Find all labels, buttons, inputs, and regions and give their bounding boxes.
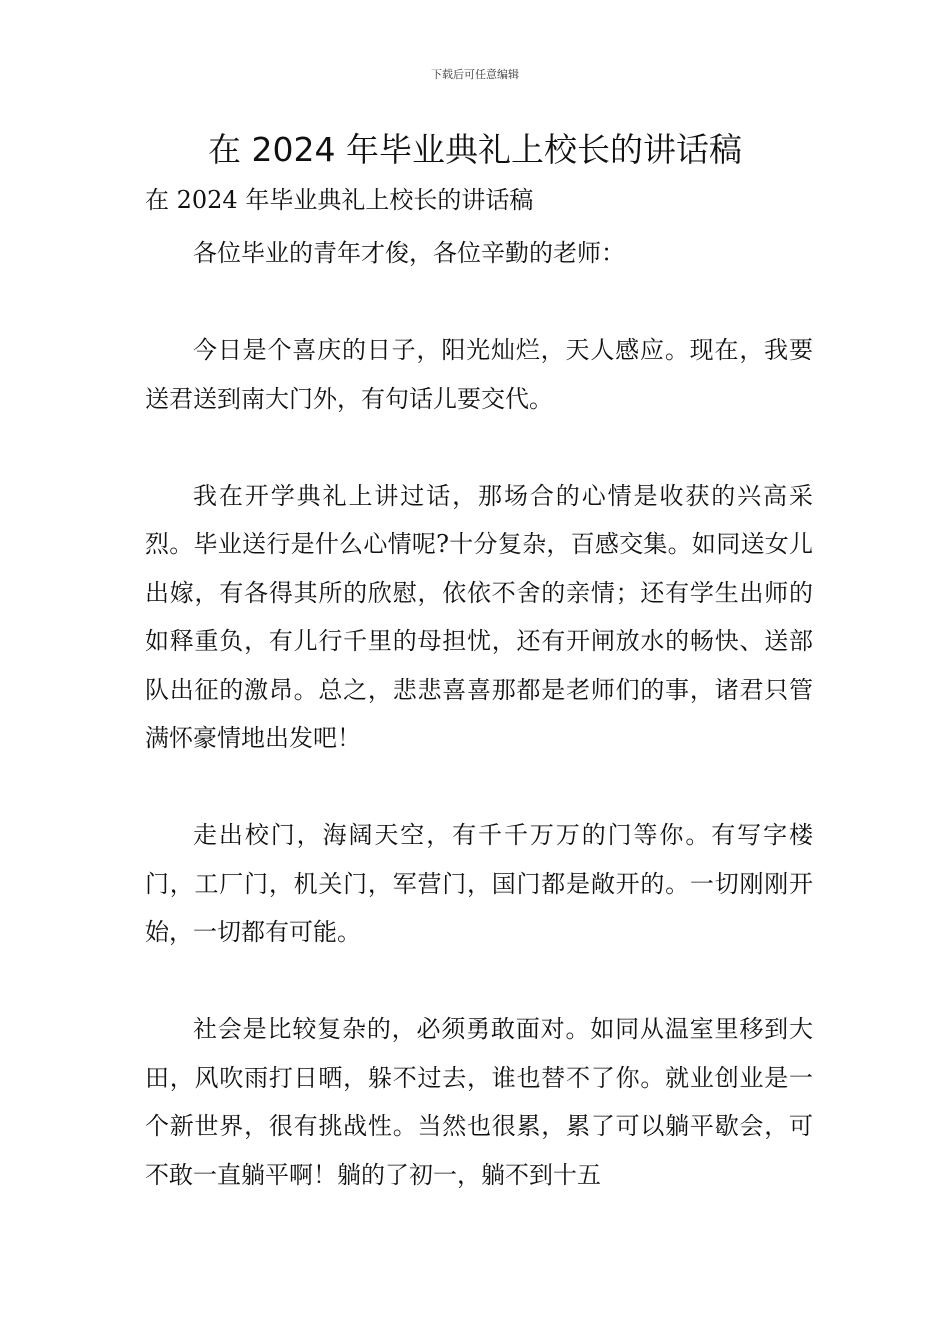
- document-title: 在 2024 年毕业典礼上校长的讲话稿: [208, 130, 742, 169]
- paragraph-4: 社会是比较复杂的，必须勇敢面对。如同从温室里移到大田，风吹雨打日晒，躲不过去，谁也替不了你。就业创业是一个新世界，很有挑战性。当然也很累，累了可以躺平歇会，可不敢一直躺平啊！躺的了初一，躺不到十五: [145, 1015, 813, 1189]
- document-subtitle: 在 2024 年毕业典礼上校长的讲话稿: [145, 186, 534, 214]
- paragraph-spacer: [145, 278, 813, 327]
- paragraph-spacer: [145, 763, 813, 812]
- header-note: 下载后可任意编辑: [431, 68, 519, 81]
- paragraph-1: 今日是个喜庆的日子，阳光灿烂，天人感应。现在，我要送君送到南大门外，有句话儿要交代。: [145, 336, 813, 413]
- paragraph-2: 我在开学典礼上讲过话，那场合的心情是收获的兴高采烈。毕业送行是什么心情呢?十分复杂，百感交集。如同送女儿出嫁，有各得其所的欣慰，依依不舍的亲情；还有学生出师的如释重负，有儿行千里的母担忧，还有开闸放水的畅快、送部队出征的激昂。总之，悲悲喜喜那都是老师们的事，诸君只管满怀豪情地出发吧！: [145, 481, 813, 752]
- document-body: [145, 229, 813, 1199]
- paragraph-3: 走出校门，海阔天空，有千千万万的门等你。有写字楼门，工厂门，机关门，军营门，国门都是敞开的。一切刚刚开始，一切都有可能。: [145, 821, 813, 946]
- paragraph-spacer: [145, 423, 813, 472]
- paragraph-spacer: [145, 957, 813, 1006]
- paragraph-greeting: 各位毕业的青年才俊，各位辛勤的老师：: [193, 239, 625, 267]
